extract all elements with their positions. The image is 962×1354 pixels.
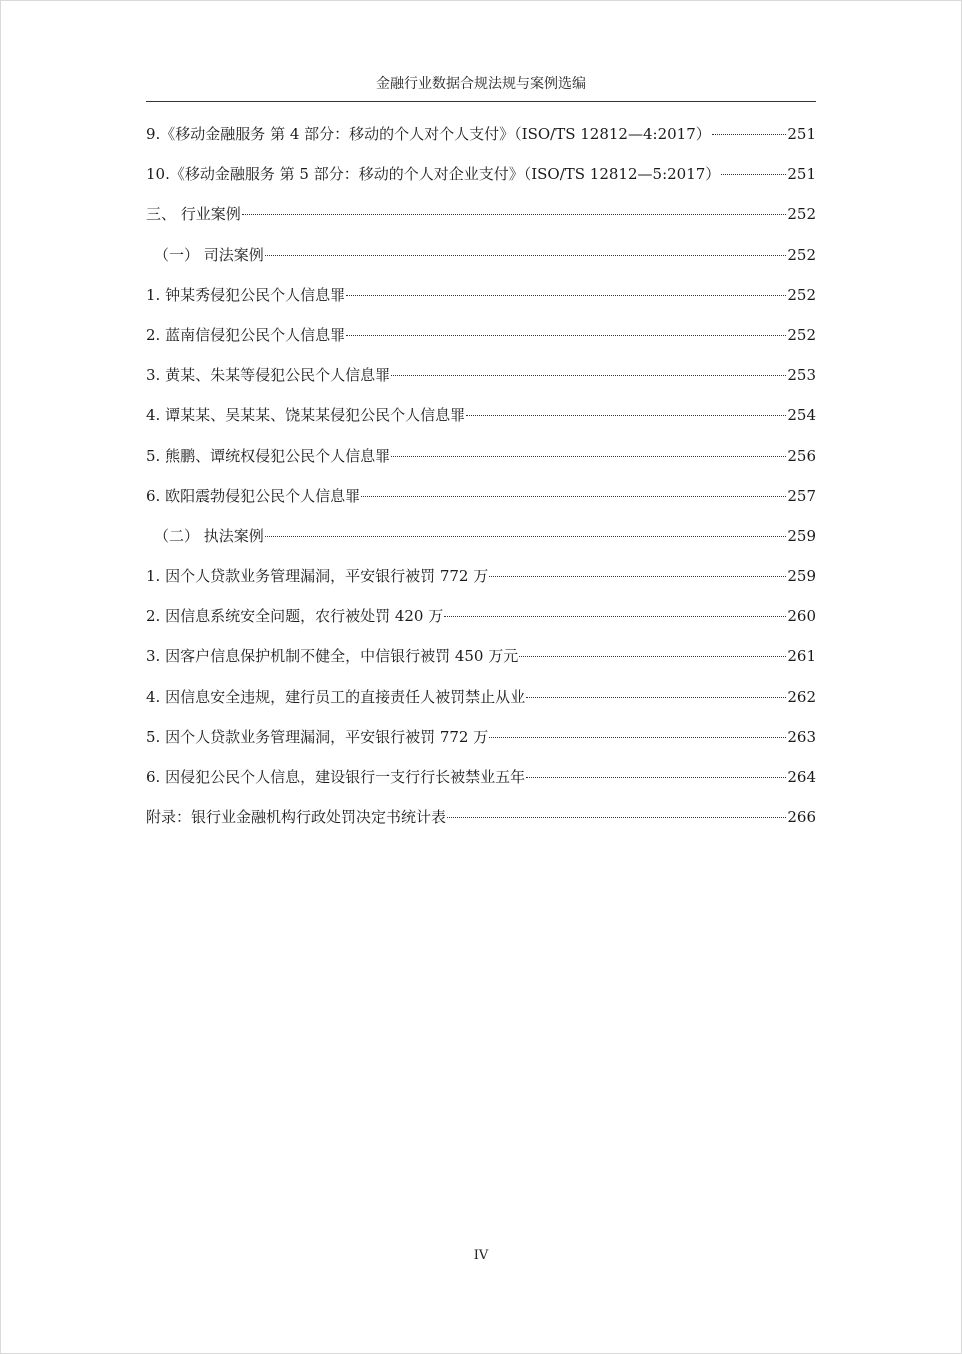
toc-entry[interactable] (146, 521, 816, 561)
toc-entry-title: 10.《移动金融服务 第 5 部分：移动的个人对企业支付》（ISO/TS 12812—5:2017） (146, 165, 721, 184)
toc-entry-title: 2. 蓝南信侵犯公民个人信息罪 (146, 325, 346, 344)
toc-entry-page: 264 (787, 768, 816, 786)
toc-entry[interactable] (146, 682, 816, 722)
toc-entry[interactable] (146, 400, 816, 440)
toc-entry[interactable] (146, 441, 816, 481)
toc-entry-title: 3. 因客户信息保护机制不健全，中信银行被罚 450 万元 (146, 647, 519, 666)
toc-entry[interactable] (146, 280, 816, 320)
toc-entry-title: 6. 欧阳震勃侵犯公民个人信息罪 (146, 486, 361, 505)
toc-entry-title: （二） 执法案例 (154, 526, 264, 545)
toc-entry-page: 263 (787, 727, 816, 746)
header-rule (146, 101, 816, 102)
toc-entry[interactable] (146, 199, 816, 239)
toc-dot-leader (466, 415, 786, 416)
toc-entry-page: 252 (787, 325, 816, 344)
toc-entry-title: 3. 黄某、朱某等侵犯公民个人信息罪 (146, 366, 391, 385)
toc-entry-page: 262 (787, 687, 816, 706)
toc-entry-page: 252 (787, 245, 816, 264)
toc-entry-title: 4. 因信息安全违规，建行员工的直接责任人被罚禁止从业 (146, 687, 526, 706)
toc-dot-leader (444, 616, 786, 617)
toc-entry[interactable] (146, 641, 816, 681)
toc-entry[interactable] (146, 802, 816, 842)
toc-entry-title: 4. 谭某某、吴某某、饶某某侵犯公民个人信息罪 (146, 406, 466, 425)
toc-entry[interactable] (146, 722, 816, 762)
toc-dot-leader (519, 656, 786, 657)
toc-entry-page: 257 (787, 486, 816, 505)
toc-entry-title: 2. 因信息系统安全问题，农行被处罚 420 万 (146, 607, 444, 626)
toc-dot-leader (242, 214, 787, 215)
toc-entry-page: 259 (787, 567, 816, 586)
toc-entry[interactable] (146, 762, 816, 802)
toc-entry[interactable] (146, 601, 816, 641)
toc-entry[interactable] (146, 561, 816, 601)
toc-dot-leader (391, 456, 786, 457)
toc-entry-title: （一） 司法案例 (154, 245, 264, 264)
toc-entry[interactable] (146, 159, 816, 199)
toc-dot-leader (346, 295, 786, 296)
toc-entry-title: 5. 熊鹏、谭统权侵犯公民个人信息罪 (146, 446, 391, 465)
toc-entry[interactable] (146, 481, 816, 521)
toc-entry-page: 261 (787, 647, 816, 666)
toc-entry-page: 259 (787, 526, 816, 545)
toc-entry[interactable] (146, 320, 816, 360)
toc-entry[interactable] (146, 240, 816, 280)
toc-dot-leader (712, 134, 787, 135)
toc-entry-page: 266 (787, 808, 816, 827)
toc-dot-leader (447, 817, 786, 818)
toc-entry-page: 252 (787, 205, 816, 224)
toc-entry-title: 5. 因个人贷款业务管理漏洞，平安银行被罚 772 万 (146, 727, 489, 746)
table-of-contents (146, 119, 816, 842)
toc-dot-leader (489, 737, 786, 738)
toc-entry-page: 260 (787, 607, 816, 626)
toc-entry-title: 三、 行业案例 (146, 205, 241, 224)
toc-entry-page: 254 (787, 406, 816, 425)
toc-entry-page: 256 (787, 446, 816, 465)
toc-entry-page: 251 (787, 165, 816, 184)
toc-entry[interactable] (146, 360, 816, 400)
toc-dot-leader (265, 255, 787, 256)
toc-entry-title: 6. 因侵犯公民个人信息，建设银行一支行行长被禁业五年 (146, 768, 526, 786)
toc-entry-title: 1. 因个人贷款业务管理漏洞，平安银行被罚 772 万 (146, 567, 489, 586)
toc-dot-leader (721, 174, 786, 175)
toc-entry-page: 252 (787, 285, 816, 304)
toc-entry-title: 1. 钟某秀侵犯公民个人信息罪 (146, 285, 346, 304)
toc-dot-leader (526, 777, 786, 778)
toc-entry-title: 附录：银行业金融机构行政处罚决定书统计表 (146, 808, 447, 827)
running-header: 金融行业数据合规法规与案例选编 (376, 76, 586, 92)
toc-dot-leader (391, 375, 786, 376)
toc-entry-page: 251 (787, 125, 816, 143)
toc-dot-leader (361, 496, 786, 497)
toc-dot-leader (489, 576, 786, 577)
toc-dot-leader (346, 335, 786, 336)
toc-dot-leader (526, 697, 786, 698)
toc-dot-leader (265, 536, 787, 537)
toc-entry-page: 253 (787, 366, 816, 385)
toc-entry-title: 9.《移动金融服务 第 4 部分：移动的个人对个人支付》（ISO/TS 12812—4:2017） (146, 125, 711, 143)
toc-entry[interactable] (146, 119, 816, 159)
page-number: IV (473, 1248, 489, 1263)
